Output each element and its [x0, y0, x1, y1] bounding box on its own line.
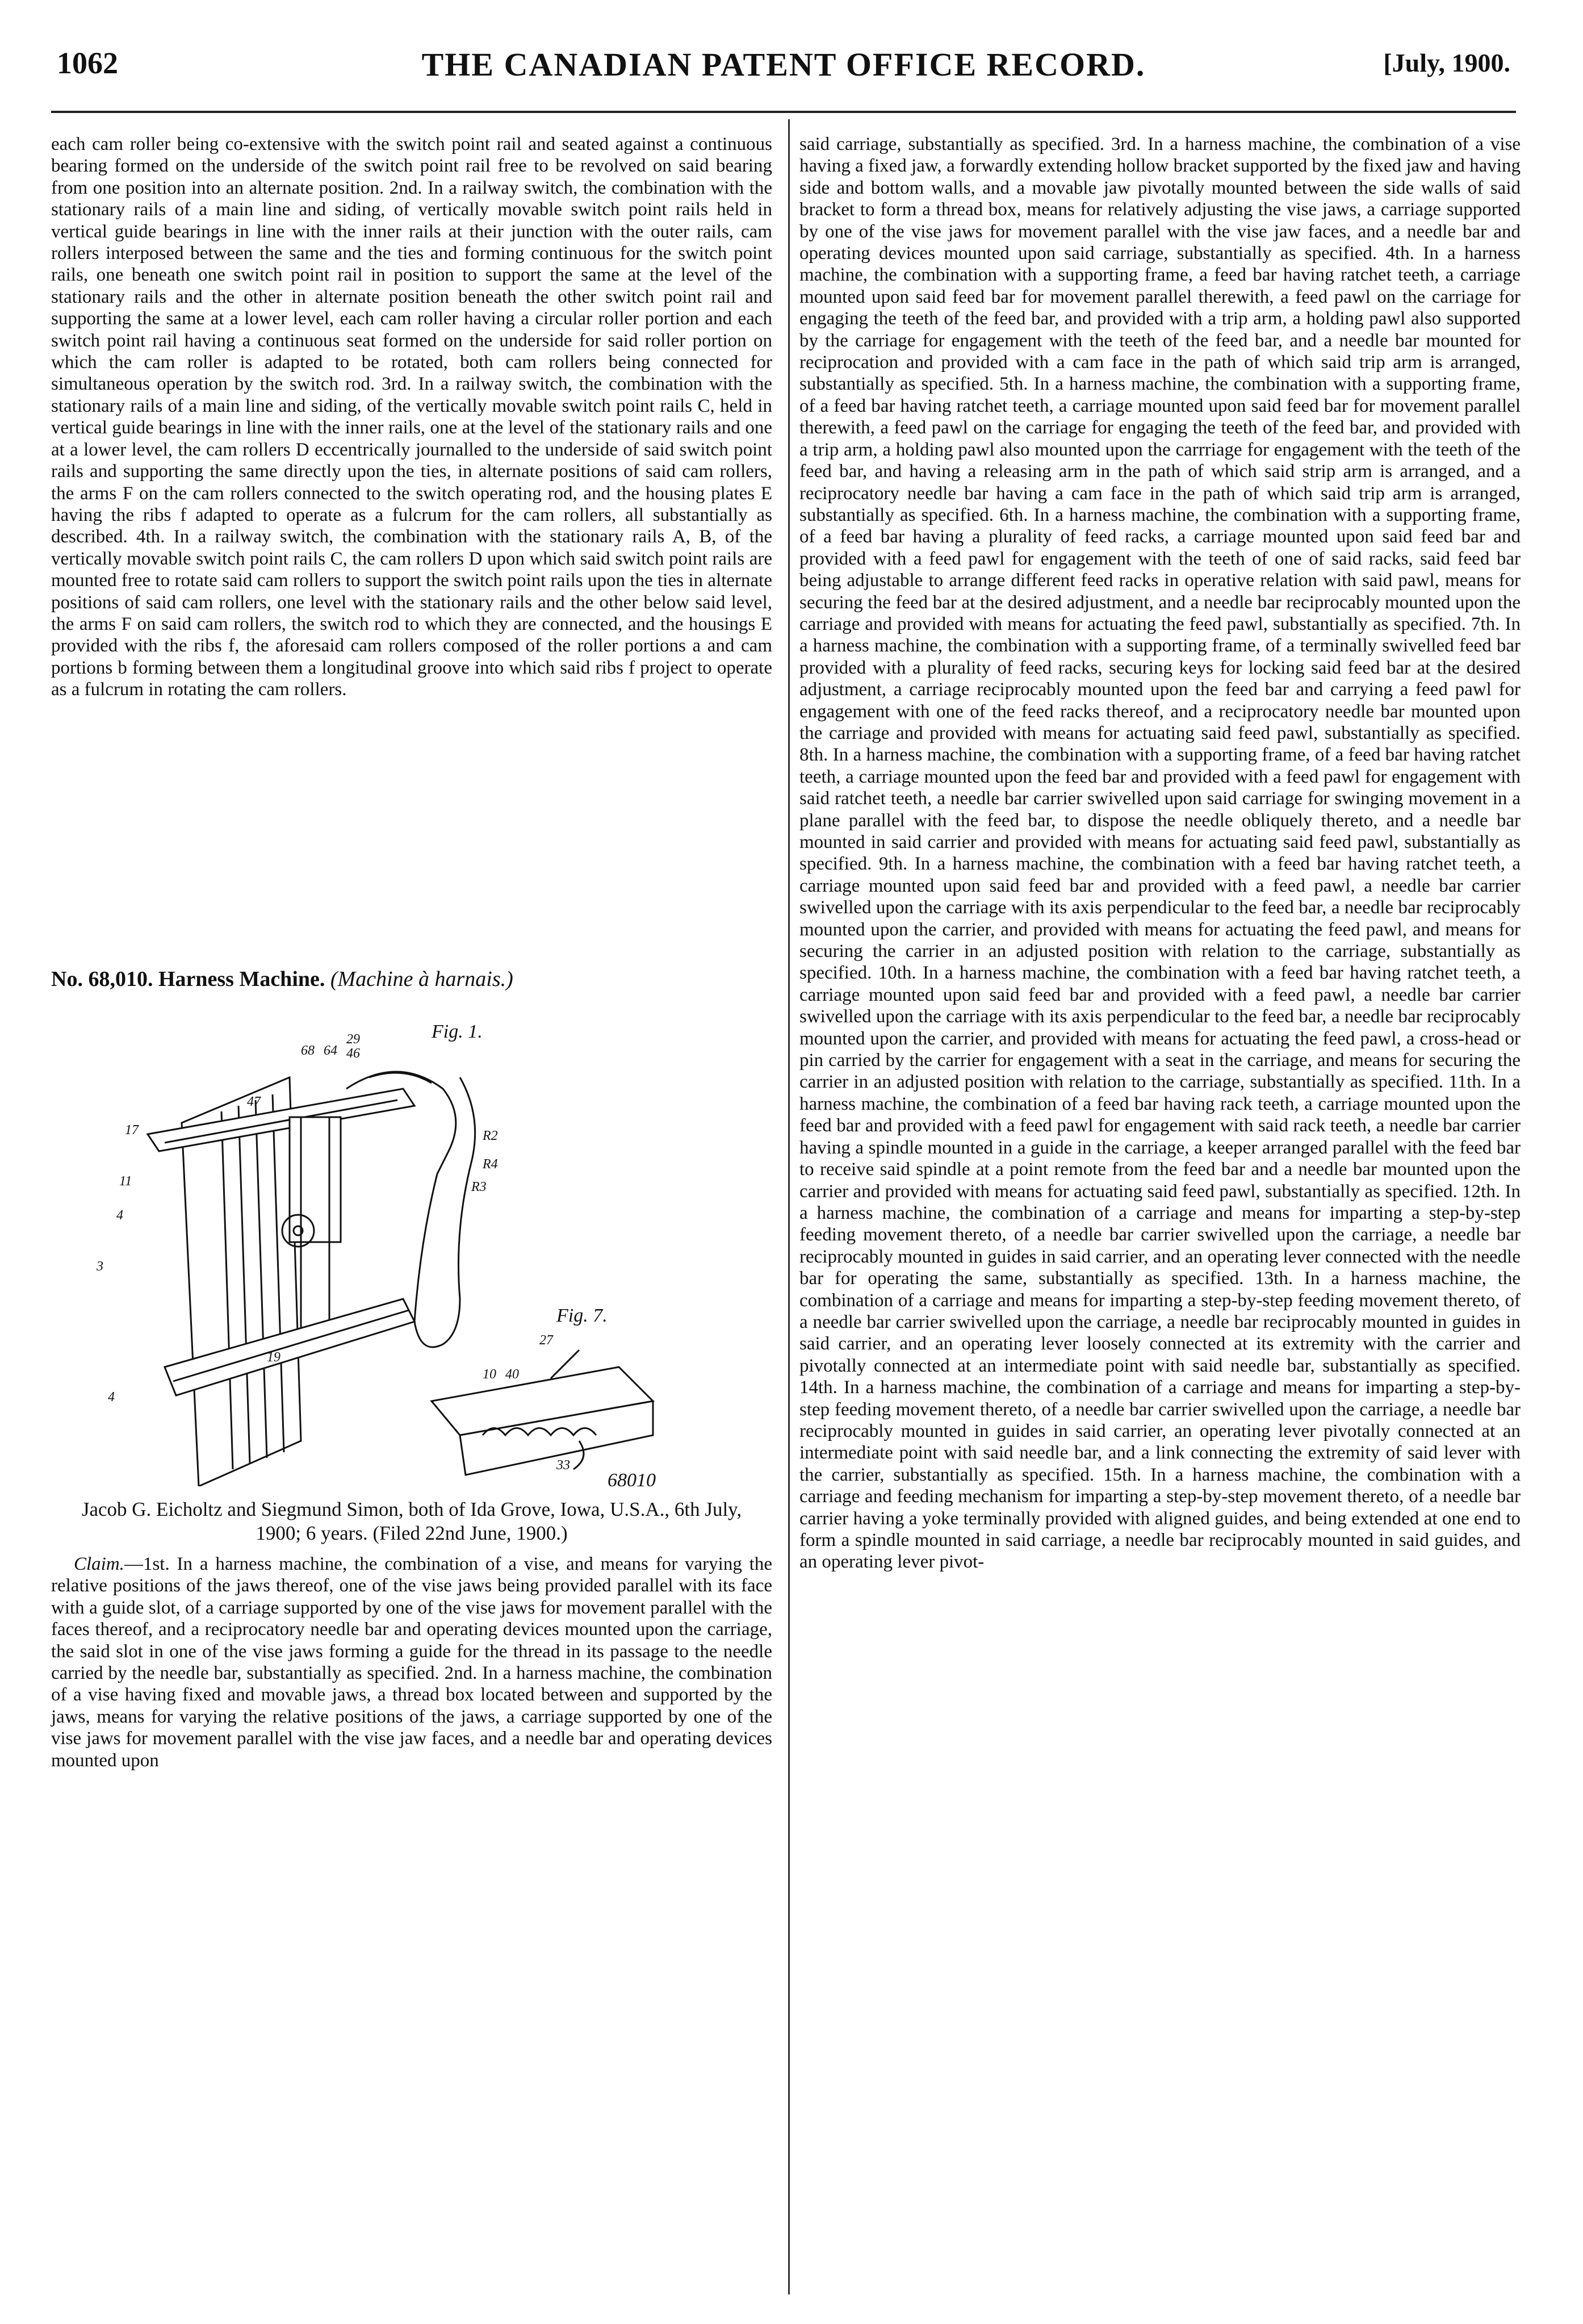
needle-bar-carrier — [290, 1117, 341, 1242]
issue-date: [July, 1900. — [1383, 48, 1510, 77]
svg-text:47: 47 — [247, 1094, 261, 1109]
figure-stamp: 68010 — [608, 1470, 656, 1486]
svg-text:29: 29 — [346, 1032, 360, 1047]
harness-machine-drawing — [51, 1004, 772, 1486]
svg-text:64: 64 — [324, 1043, 337, 1058]
page-number: 1062 — [57, 46, 118, 80]
svg-text:R2: R2 — [483, 1128, 498, 1143]
fig1-label: Fig. 1. — [432, 1021, 483, 1042]
svg-text:68: 68 — [301, 1043, 315, 1058]
inventor-line: Jacob G. Eicholtz and Siegmund Simon, both of Ida Grove, Iowa, U.S.A., 6th July, 1900; 6 years. (Filed 22nd June, 1900.) — [81, 1498, 742, 1544]
patent-title-french: (Machine à harnais.) — [330, 967, 513, 991]
svg-text:17: 17 — [125, 1123, 139, 1138]
claim-paragraph — [51, 1553, 772, 1771]
svg-text:4: 4 — [116, 1208, 123, 1223]
page-header — [57, 45, 1510, 97]
claim-label: Claim. — [74, 1554, 124, 1574]
right-column — [799, 133, 1521, 2303]
svg-text:3: 3 — [97, 1259, 103, 1274]
journal-title: THE CANADIAN PATENT OFFICE RECORD. — [421, 46, 1146, 83]
left-column — [51, 133, 772, 1771]
svg-text:33: 33 — [556, 1458, 570, 1473]
header-rule — [51, 111, 1516, 113]
patent-drawing — [51, 1004, 772, 1486]
svg-text:27: 27 — [539, 1333, 553, 1348]
svg-text:4: 4 — [108, 1390, 115, 1405]
svg-text:19: 19 — [267, 1350, 280, 1365]
right-column-claims-text: said carriage, substantially as specified. 3rd. In a harness machine, the combination of a vise having a fixed jaw, a forwardly extending hollow bracket supported by the fixed jaw and having side and bottom walls, and a movable jaw pivotally mounted between the side walls of said bracket to form a thread box, means for relatively adjusting the vise jaws, a carriage supported by one of the vise jaws for movement parallel with the vise jaw faces, and a needle bar and operating devices mounted upon said carriage, substantially as specified. 4th. In a harness machine, the combination with a supporting frame, a feed bar having ratchet teeth, a carriage mounted upon said feed bar for movement parallel therewith, a feed pawl on the carriage for engaging the teeth of the feed bar, and provided with a trip arm, a holding pawl also supported by the carriage for engagement with the teeth of the feed bar, and a needle bar mounted for reciprocation and provided with a cam face in the path of which said trip arm is arranged, substantially as specified. 5th. In a harness machine, the combination with a supporting frame, of a feed bar having ratchet teeth, a carriage mounted upon said feed bar for movement parallel therewith, a feed pawl on the carriage for engaging the teeth of the feed bar, and provided with a trip arm, a holding pawl also mounted upon the carrriage for engagement with the teeth of the feed bar, and having a releasing arm in the path of which said strip arm is arranged, and a reciprocatory needle bar having a cam face in the path of which said trip arm is arranged, substantially as specified. 6th. In a harness machine, the combination with a supporting frame, of a feed bar having a plurality of feed racks, a carriage mounted upon said feed bar and provided with a feed pawl for engagement with the teeth of one of said racks, said feed bar being adjustable to arrange different feed racks in operative relation with said pawl, means for securing the feed bar at the desired adjustment, and a needle bar reciprocably mounted upon the carriage and provided with means for actuating the feed pawl, substantially as specified. 7th. In a harness machine, the combination with a supporting frame, of a terminally swivelled feed bar provided with a plurality of feed racks, securing keys for locking said feed bar at the desired adjustment, a carriage reciprocably mounted upon the feed bar and carrying a feed pawl for engagement with one of the feed racks thereof, and a reciprocatory needle bar mounted upon the carriage and provided with means for actuating said feed pawl, substantially as specified. 8th. In a harness machine, the combination with a supporting frame, of a feed bar having ratchet teeth, a carriage mounted upon the feed bar and provided with a feed pawl for engagement with said ratchet teeth, a needle bar carrier swivelled upon said carriage for swinging movement in a plane parallel with the feed bar, to dispose the needle obliquely thereto, and a needle bar mounted in said carrier and provided with means for actuating said feed pawl, substantially as specified. 9th. In a harness machine, the combination with a feed bar having ratchet teeth, a carriage mounted upon said feed bar and provided with a feed pawl, a needle bar carrier swivelled upon the carriage with its axis perpendicular to the feed bar, a needle bar reciprocably mounted upon the carrier, and provided with means for actuating the feed pawl, and means for securing the carrier in an adjusted position with relation to the carriage, substantially as specified. 10th. In a harness machine, the combination with a feed bar having ratchet teeth, a carriage mounted upon said feed bar and provided with a feed pawl, a needle bar carrier swivelled upon the carriage with its axis perpendicular to the feed bar, a needle bar reciprocably mounted upon the carrier, and provided with means for actuating the feed pawl, a cross-head or pin carried by the carrier for engagement with a seat in the carriage, and means for securing the carrier in an adjusted position with relation to the carriage, substantially as specified. 11th. In a harness machine, the combination of a feed bar having rack teeth, a carriage mounted upon the feed bar and provided with a feed pawl for engagement with said rack teeth, a needle bar carrier having a spindle mounted in a guide in the carriage, a keeper arranged parallel with the feed bar to receive said spindle at a point remote from the feed bar and a needle bar mounted upon the carrier and provided with means for actuating said feed pawl, substantially as specified. 12th. In a harness machine, the combination of a carriage and means for imparting a step-by-step feeding movement thereto, of a needle bar carrier swivelled upon the carriage, a needle bar reciprocably mounted in guides in said carrier, and an operating lever connected with the needle bar for operating the same, substantially as specified. 13th. In a harness machine, the combination of a carriage and means for imparting a step-by-step feeding movement thereto, of a needle bar carrier swivelled upon the carriage, a needle bar reciprocably mounted in guides in said carrier, and an operating lever loosely connected at its extremity with the carrier and pivotally connected at an intermediate point with said needle bar, substantially as specified. 14th. In a harness machine, the combination of a carriage and means for imparting a step-by-step feeding movement thereto, of a needle bar carrier swivelled upon the carriage, a needle bar reciprocably mounted in guides in said carrier, an operating lever pivotally connected at an intermediate point with said needle bar, and a link connecting the extremity of said lever with the carrier, substantially as specified. 15th. In a harness machine, the combination with a carriage and feeding mechanism for imparting a step-by-step movement thereto, of a needle bar carrier having a yoke terminally provided with aligned guides, and being extended at one end to form a spindle mounted in said carriage, a needle bar reciprocably mounted in said guides, and an operating lever pivot- — [799, 134, 1521, 1573]
patent-title: Harness Machine. — [158, 967, 325, 991]
patent-number: No. 68,010. — [51, 967, 153, 991]
patent-heading — [51, 966, 772, 992]
column-divider — [788, 119, 790, 2294]
continued-claims-text: each cam roller being co-extensive with the switch point rail and seated against a continuous bearing formed on the underside of the switch point rail free to be revolved on said bearing from one position into an alternate position. 2nd. In a railway switch, the combination with the stationary rails of a main line and siding, of vertically movable switch point rails held in vertical guide bearings in line with the inner rails at their junction with the outer rails, cam rollers interposed between the same and the ties and forming continuous for the switch point rails, one beneath one switch point rail in position to support the same at the level of the stationary rails and the other in alternate position beneath the other switch point rail and supporting the same at a lower level, each cam roller having a circular roller portion and each switch point rail having a continuous seat formed on the underside for said roller portion on which the cam roller is adapted to be rotated, both cam rollers being connected for simultaneous operation by the switch rod. 3rd. In a railway switch, the combination with the stationary rails of a main line and siding, of the vertically movable switch point rails C, held in vertical guide bearings in line with the inner rails, one at the level of the stationary rails and one at a lower level, the cam rollers D eccentrically journalled to the underside of said switch point rails and supporting the same directly upon the ties, in alternate positions of said cam rollers, the arms F on the cam rollers connected to the switch operating rod, and the housing plates E having the ribs f adapted to operate as a fulcrum for the cam rollers, all substantially as described. 4th. In a railway switch, the combination with the stationary rails A, B, of the vertically movable switch point rails C, the cam rollers D upon which said switch point rails are mounted free to rotate said cam rollers to support the switch point rails upon the ties in alternate positions of said cam rollers, one level with the stationary rails and the other below said level, the arms F on said cam rollers, the switch rod to which they are connected, and the housings E provided with the ribs f, the aforesaid cam rollers composed of the roller portions a and cam portions b forming between them a longitudinal groove into which said ribs f project to operate as a fulcrum in rotating the cam rollers. — [51, 134, 772, 700]
fig7-label: Fig. 7. — [556, 1305, 608, 1326]
svg-text:10: 10 — [483, 1367, 496, 1382]
claim-text: —1st. In a harness machine, the combination of a vise, and means for varying the relative positions of the jaws thereof, one of the vise jaws being provided parallel with its face with a guide slot, of a carriage supported by one of the vise jaws for movement parallel with the faces thereof, and a reciprocatory needle bar and operating devices mounted upon the carriage, the said slot in one of the vise jaws forming a guide for the thread in its passage to the needle carried by the needle bar, substantially as specified. 2nd. In a harness machine, the combination of a vise having fixed and movable jaws, a thread box located between and supported by the jaws, means for varying the relative positions of the jaws, a carriage supported by one of the vise jaws for movement parallel with the vise jaw faces, and a needle bar and operating devices mounted upon — [51, 1554, 772, 1771]
svg-text:R4: R4 — [483, 1157, 498, 1172]
svg-text:40: 40 — [505, 1367, 519, 1382]
svg-text:11: 11 — [119, 1174, 132, 1189]
svg-text:46: 46 — [346, 1046, 360, 1061]
svg-text:R3: R3 — [471, 1180, 487, 1194]
